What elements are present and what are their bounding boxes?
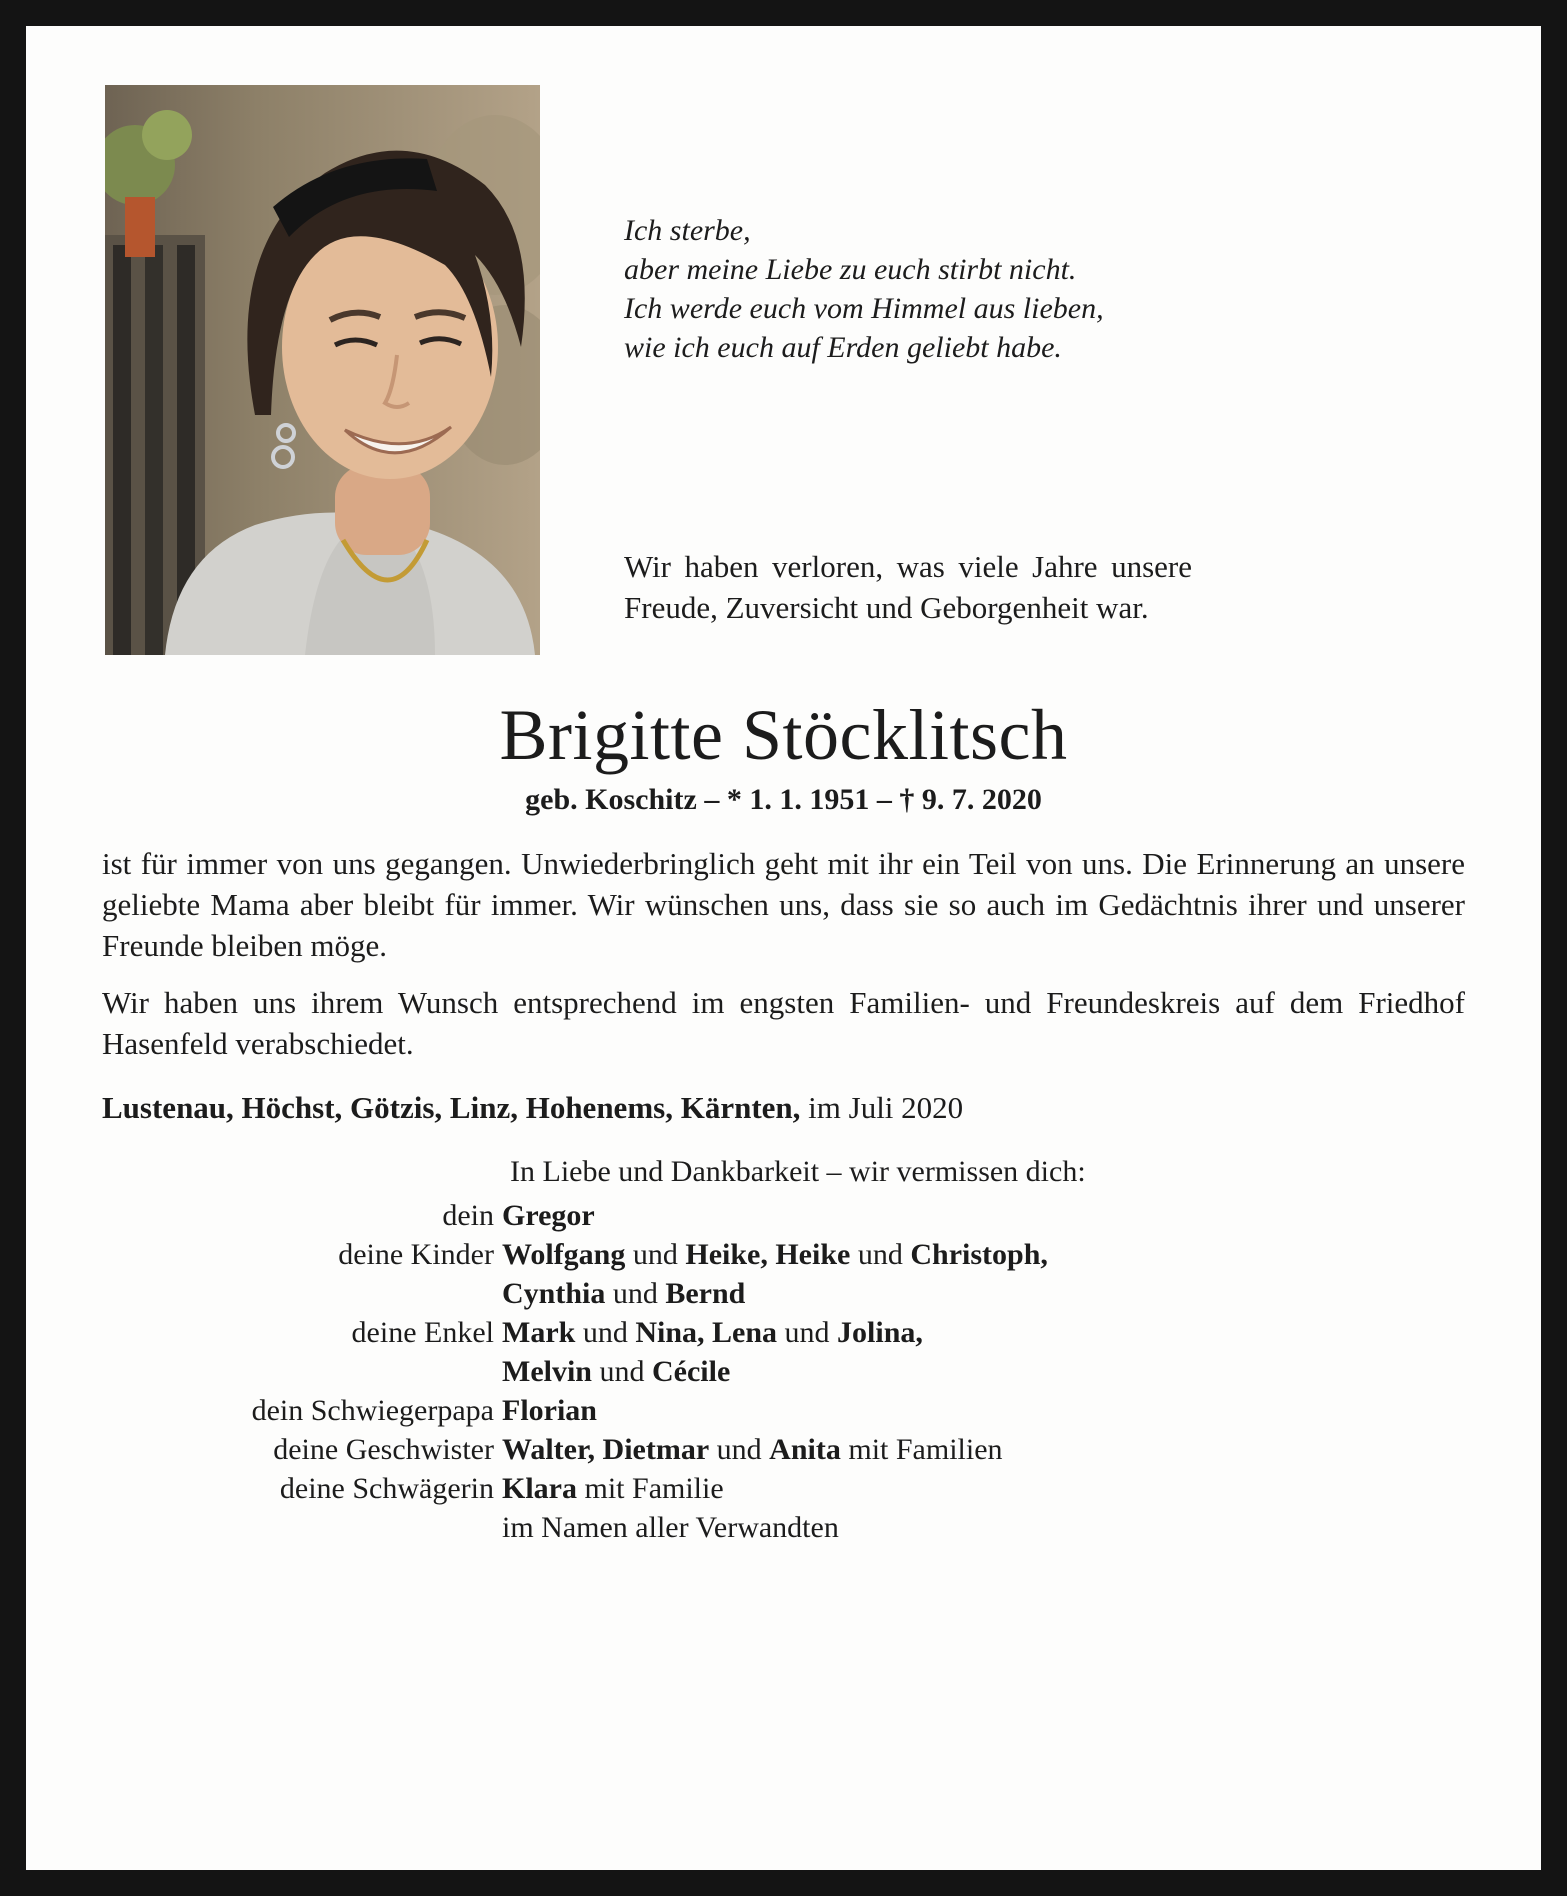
family-list — [102, 1196, 1465, 1547]
family-role-label: deine Kinder — [338, 1238, 494, 1271]
family-names — [502, 1430, 1465, 1469]
family-names-line: Mark und Nina, Lena und Jolina, — [502, 1316, 923, 1349]
poem-line: Ich werde euch vom Himmel aus lieben, — [624, 292, 1104, 325]
obituary-paragraph: ist für immer von uns gegangen. Unwiederbringlich geht mit ihr ein Teil von uns. Die Erinnerung an unsere geliebte Mama aber bleibt für immer. Wir wünschen uns, dass sie so auch im Gedächtnis ihrer und unserer Freunde bleiben möge. — [102, 846, 1465, 963]
obituary-content — [26, 26, 1541, 1870]
family-names — [502, 1508, 1465, 1547]
family-role-label — [102, 1508, 502, 1547]
family-names — [502, 1313, 1465, 1391]
family-names-line: Klara mit Familie — [502, 1472, 724, 1505]
poem — [624, 211, 1244, 367]
poem-line: Ich sterbe, — [624, 214, 751, 247]
family-names — [502, 1391, 1465, 1430]
family-names — [502, 1235, 1465, 1313]
family-row — [102, 1313, 1465, 1391]
family-role-label: deine Geschwister — [273, 1433, 494, 1466]
family-names — [502, 1469, 1465, 1508]
family-names-line: Gregor — [502, 1199, 595, 1232]
family-row — [102, 1391, 1465, 1430]
family-names-line: Walter, Dietmar und Anita mit Familien — [502, 1433, 1003, 1466]
birth-death-line: geb. Koschitz – * 1. 1. 1951 – † 9. 7. 2020 — [525, 783, 1042, 816]
family-names-line: Melvin und Cécile — [502, 1355, 731, 1388]
family-names-line: im Namen aller Verwandten — [502, 1511, 839, 1544]
obituary-sheet — [26, 26, 1541, 1870]
family-role-label: deine Schwägerin — [279, 1472, 494, 1505]
family-role-label: deine Enkel — [351, 1316, 494, 1349]
portrait-photo-graphic — [105, 85, 540, 655]
places-date-line — [102, 1090, 1465, 1126]
month-year: im Juli 2020 — [800, 1090, 964, 1125]
deceased-name: Brigitte Stöcklitsch — [499, 695, 1068, 775]
family-names-line: Wolfgang und Heike, Heike und Christoph, — [502, 1238, 1048, 1271]
intro-text: Wir haben verloren, was viele Jahre unsere Freude, Zuversicht und Geborgenheit war. — [624, 549, 1192, 625]
portrait-photo — [105, 85, 540, 655]
poem-line: wie ich euch auf Erden geliebt habe. — [624, 331, 1062, 364]
hero-section — [102, 84, 1465, 684]
family-row — [102, 1196, 1465, 1235]
family-role-label: dein — [442, 1199, 494, 1232]
family-role-label: dein Schwiegerpapa — [251, 1394, 494, 1427]
tribute-line: In Liebe und Dankbarkeit – wir vermissen dich: — [510, 1155, 1086, 1188]
family-row — [102, 1469, 1465, 1508]
family-names-line: Florian — [502, 1394, 597, 1427]
family-row — [102, 1508, 1465, 1547]
family-row — [102, 1235, 1465, 1313]
family-names-line: Cynthia und Bernd — [502, 1277, 746, 1310]
family-row — [102, 1430, 1465, 1469]
poem-line: aber meine Liebe zu euch stirbt nicht. — [624, 253, 1077, 286]
places-list: Lustenau, Höchst, Götzis, Linz, Hohenems, Kärnten, — [102, 1090, 801, 1125]
farewell-paragraph: Wir haben uns ihrem Wunsch entsprechend im engsten Familien- und Freundeskreis auf dem Friedhof Hasenfeld verabschiedet. — [102, 985, 1465, 1061]
family-names — [502, 1196, 1465, 1235]
